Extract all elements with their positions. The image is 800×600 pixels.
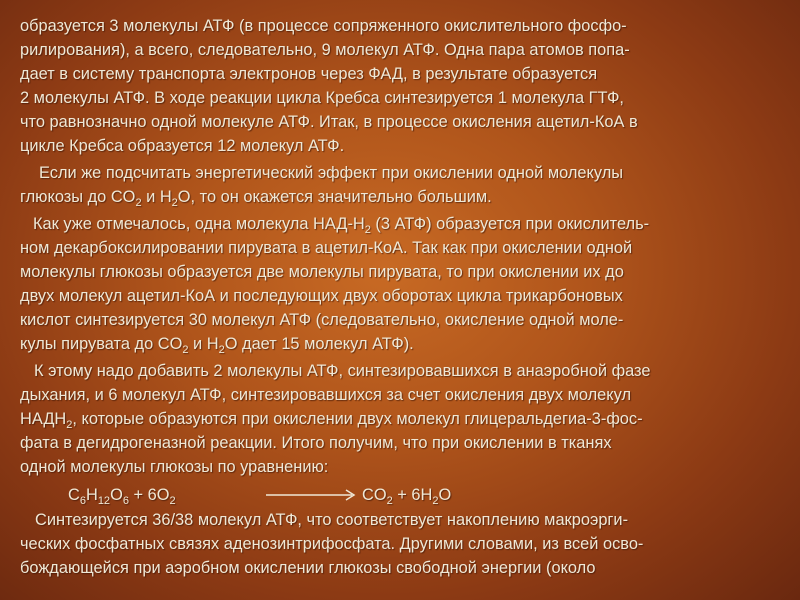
text-segment: дает в систему транспорта электронов через ФАД, в результате образуется [20, 65, 598, 83]
text-line [20, 283, 800, 309]
text-segment: ческих фосфатных связях аденозинтрифосфата. Другими словами, из всей осво- [20, 535, 644, 553]
text-segment: цикле Кребса образуется 12 молекул АТФ. [20, 137, 345, 155]
subscript: 2 [135, 197, 142, 209]
text-segment: молекулы глюкозы образуется две молекулы пирувата, то при окислении их до [20, 263, 624, 281]
text-line [35, 507, 800, 533]
text-segment: кислот синтезируется 30 молекул АТФ (следовательно, окисление одной моле- [20, 311, 624, 329]
text-line [34, 358, 800, 384]
text-line [20, 235, 800, 261]
text-segment: кулы пирувата до CO [20, 335, 183, 353]
reaction-arrow-icon [266, 489, 358, 501]
text-segment: 2 молекулы АТФ. В ходе реакции цикла Кребса синтезируется 1 молекула ГТФ, [20, 89, 624, 107]
text-segment: К этому надо добавить 2 молекулы АТФ, синтезировавшихся в анаэробной фазе [34, 362, 651, 380]
text-segment: глюкозы до CO [20, 188, 136, 206]
subscript: 2 [171, 197, 178, 209]
text-line [20, 406, 800, 432]
subscript: 2 [66, 419, 73, 431]
text-segment: Если же подсчитать энергетический эффект при окислении одной молекулы [39, 164, 624, 182]
text-segment: , которые образуются при окислении двух молекул глицеральдегиа-3-фос- [72, 410, 643, 428]
equation-products [362, 483, 451, 507]
text-segment: бождающейся при аэробном окислении глюкозы свободной энергии (около [20, 559, 596, 577]
text-line [33, 211, 800, 237]
text-segment: CO [362, 486, 387, 504]
text-segment: двух молекул ацетил-КоА и последующих двух оборотах цикла трикарбоновых [20, 287, 623, 305]
text-line [39, 160, 800, 186]
text-segment: O дает 15 молекул АТФ). [224, 335, 414, 353]
text-line [20, 331, 800, 357]
text-line [20, 430, 800, 456]
text-segment: и H [141, 188, 172, 206]
text-line [20, 61, 800, 87]
subscript: 2 [218, 344, 225, 356]
text-segment: дыхания, и 6 молекул АТФ, синтезировавшихся за счет окисления двух молекул [20, 386, 632, 404]
text-segment: рилирования), а всего, следовательно, 9 молекул АТФ. Одна пара атомов попа- [20, 41, 630, 59]
subscript: 12 [97, 495, 111, 507]
subscript: 6 [122, 495, 129, 507]
subscript: 6 [79, 495, 86, 507]
text-segment: что равнозначно одной молекуле АТФ. Итак, в процессе окисления ацетил-КоА в [20, 113, 638, 131]
text-segment: O, то он окажется значительно большим. [177, 188, 492, 206]
text-line [20, 382, 800, 408]
text-line [20, 13, 800, 39]
text-segment: НАДН [20, 410, 67, 428]
text-segment: C [68, 486, 80, 504]
text-line [20, 184, 800, 210]
text-segment: Синтезируется 36/38 молекул АТФ, что соответствует накоплению макроэрги- [35, 511, 629, 529]
subscript: 2 [182, 344, 189, 356]
text-segment: фата в дегидрогеназной реакции. Итого получим, что при окислении в тканях [20, 434, 612, 452]
text-segment: + 6H [392, 486, 433, 504]
text-line [20, 555, 800, 581]
text-line [20, 85, 800, 111]
text-line [20, 133, 800, 159]
subscript: 2 [432, 495, 439, 507]
text-segment: ном декарбоксилировании пирувата в ацетил-КоА. Так как при окислении одной [20, 239, 633, 257]
text-line [20, 37, 800, 63]
text-line [20, 259, 800, 285]
text-segment: O [110, 486, 123, 504]
subscript: 2 [364, 224, 371, 236]
text-segment: + 6O [128, 486, 170, 504]
text-segment: H [85, 486, 98, 504]
text-segment: одной молекулы глюкозы по уравнению: [20, 458, 329, 476]
text-segment: и H [188, 335, 219, 353]
text-segment: (3 АТФ) образуется при окислитель- [370, 215, 650, 233]
subscript: 2 [169, 495, 176, 507]
text-line [20, 531, 800, 557]
text-line [20, 454, 800, 480]
text-segment: Как уже отмечалось, одна молекула НАД-Н [33, 215, 365, 233]
text-segment: O [438, 486, 452, 504]
text-line [20, 109, 800, 135]
text-line [20, 307, 800, 333]
equation-reactants [68, 483, 176, 507]
subscript: 2 [386, 495, 393, 507]
text-segment: образуется 3 молекулы АТФ (в процессе сопряженного окислительного фосфо- [20, 17, 627, 35]
